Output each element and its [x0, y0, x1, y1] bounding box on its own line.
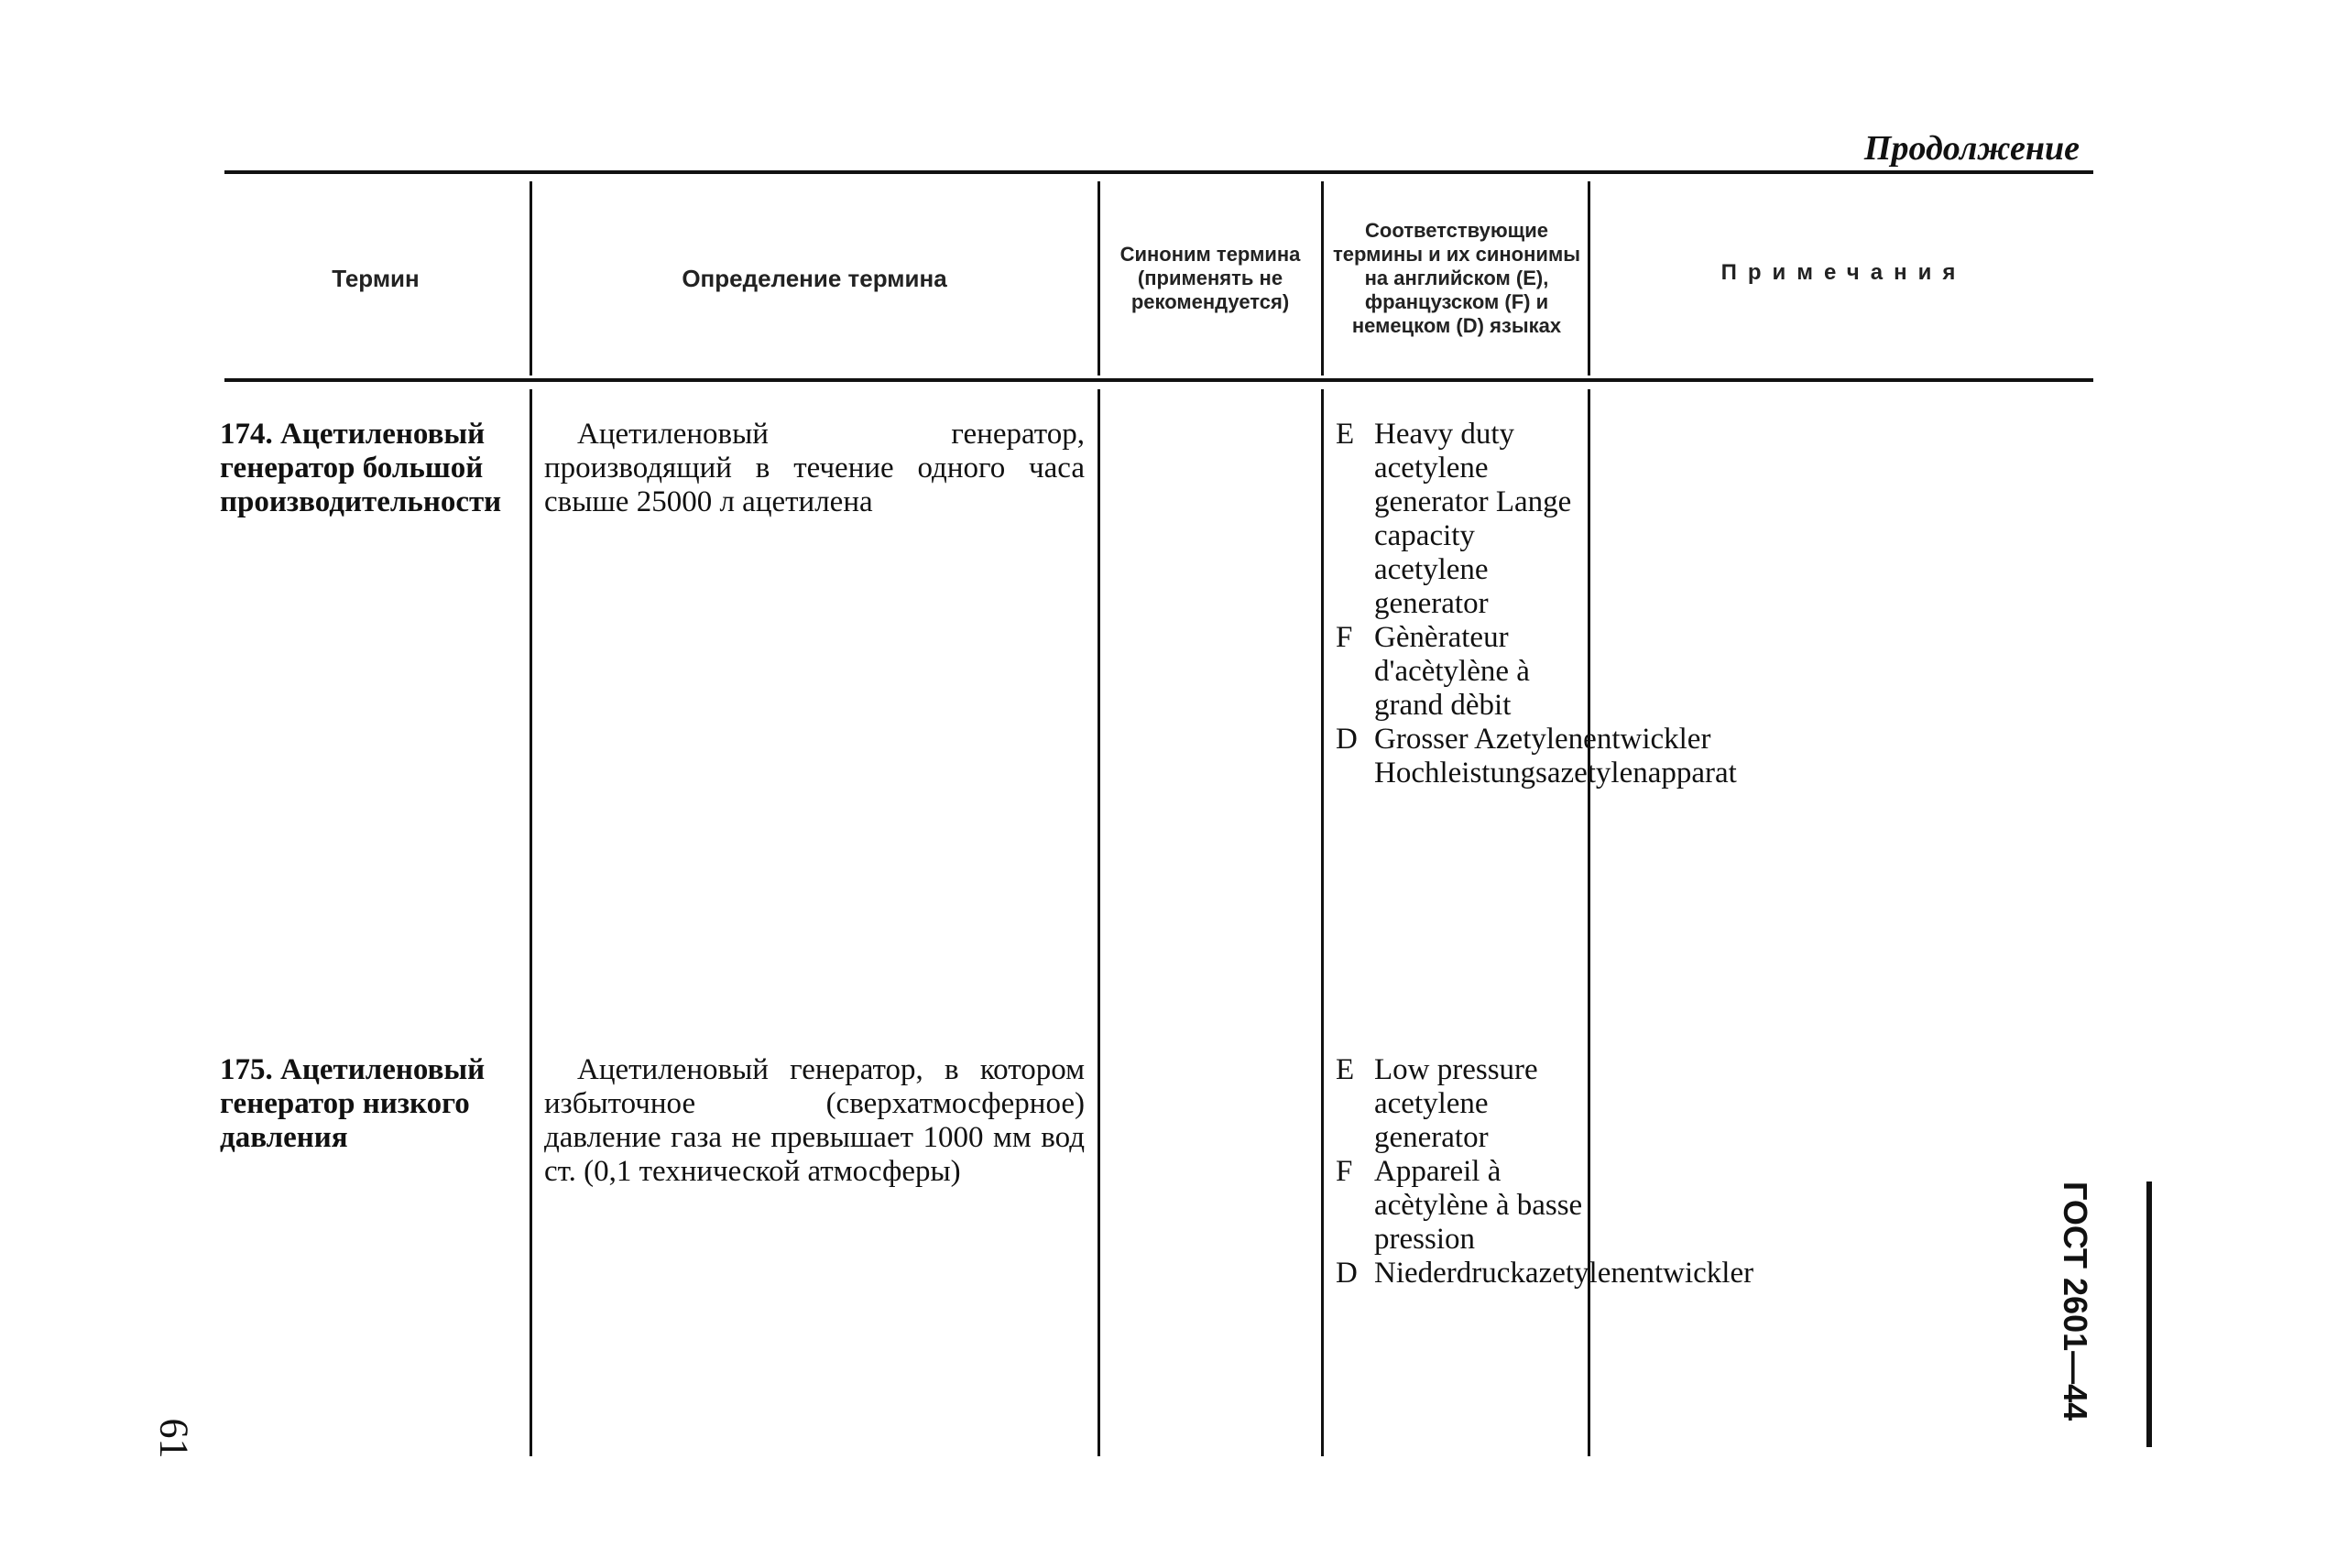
header-equivalents: Соответствующие термины и их синонимы на английском (E), французском (F) и немецком (D) языках	[1332, 219, 1580, 337]
table-row-definition: Ацетиленовый генератор, в котором избыточное (сверхатмосферное) давление газа не превышает 1000 мм вод ст. (0,1 технической атмосферы)	[544, 1053, 1085, 1188]
header-divider-1	[530, 181, 532, 376]
equiv-text: Heavy duty acetylene generator Lange capacity acetylene generator	[1374, 418, 1572, 620]
body-divider-1	[530, 389, 532, 1456]
equiv-german	[1336, 1257, 1754, 1290]
lang-code: F	[1336, 621, 1353, 654]
lang-code: E	[1336, 1053, 1355, 1086]
body-divider-2	[1097, 389, 1100, 1456]
header-divider-3	[1321, 181, 1324, 376]
header-definition: Определение термина	[682, 265, 947, 292]
equiv-text: Appareil à acètylène à basse pression	[1374, 1155, 1583, 1256]
equiv-french	[1336, 1155, 1583, 1257]
equiv-german	[1336, 723, 1737, 790]
header-divider-2	[1097, 181, 1100, 376]
equiv-text: Low pressure acetylene generator	[1374, 1053, 1538, 1154]
equiv-text: Gènèrateur d'acètylène à grand dèbit	[1374, 621, 1530, 722]
header-notes: Примечания	[1720, 260, 1967, 285]
equiv-english	[1336, 1053, 1583, 1155]
table-row-term: 174. Ацетиленовый генератор большой производительности	[220, 418, 502, 518]
lang-code: D	[1336, 1257, 1358, 1290]
header-divider-4	[1588, 181, 1590, 376]
page-number: 61	[151, 1418, 197, 1459]
standard-code-bar	[2146, 1181, 2152, 1447]
header-synonym: Синоним термина (применять не рекомендуется)	[1119, 243, 1301, 313]
body-divider-3	[1321, 389, 1324, 1456]
lang-code: E	[1336, 418, 1355, 451]
header-bottom-rule	[224, 378, 2093, 382]
table-row-equivalents	[1336, 1053, 1754, 1290]
lang-code: D	[1336, 723, 1358, 756]
body-divider-4	[1588, 389, 1590, 1456]
table-top-rule	[224, 170, 2093, 174]
table-row-equivalents	[1336, 418, 1737, 790]
table-row-term: 175. Ацетиленовый генератор низкого давления	[220, 1053, 486, 1154]
table-row-definition: Ацетиленовый генератор, производящий в течение одного часа свыше 25000 л ацетилена	[544, 418, 1085, 518]
equiv-english	[1336, 418, 1583, 621]
continuation-label: Продолжение	[1863, 129, 2080, 168]
header-term: Термин	[332, 265, 420, 292]
standard-code: ГОСТ 2601—44	[2057, 1181, 2094, 1421]
lang-code: F	[1336, 1155, 1353, 1188]
equiv-text: Niederdruckazetylenentwickler	[1374, 1257, 1754, 1290]
equiv-french	[1336, 621, 1583, 723]
equiv-text: Grosser Azetylenentwickler Hochleistungsazetylenapparat	[1374, 723, 1737, 789]
